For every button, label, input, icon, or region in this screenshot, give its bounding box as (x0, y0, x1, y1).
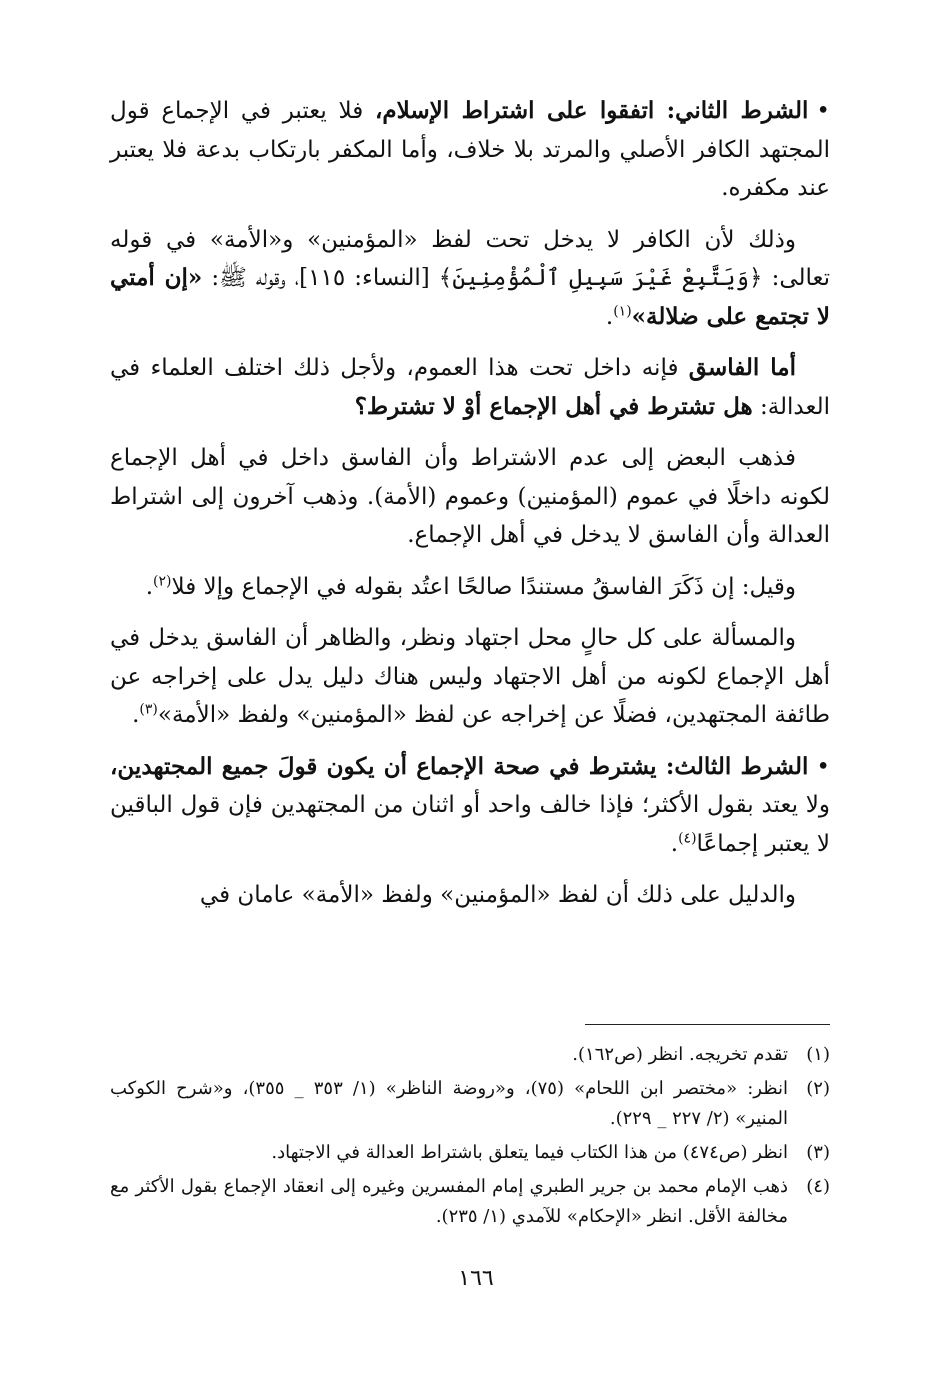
paragraph-conclusion (110, 619, 830, 735)
quran-verse: ﴿وَيَتَّبِعْ غَيْرَ سَبِيلِ ٱلْمُؤْمِنِينَ﴾ (438, 265, 763, 291)
footnote-number: (٢) (806, 1078, 830, 1099)
paragraph-text: فإنه داخل تحت هذا العموم، ولأجل ذلك اختلف العلماء في العدالة: (110, 355, 830, 420)
footnote-item (110, 1138, 830, 1168)
footnote-item (110, 1172, 830, 1232)
footnote-text: انظر: «مختصر ابن اللحام» (٧٥)، و«روضة الناظر» (١/ ٣٥٣ _ ٣٥٥)، و«شرح الكوكب المنير» (٢/ ٢٢٧ _ ٢٢٩). (110, 1078, 788, 1129)
footnote-ref-2: (٢) (153, 572, 172, 589)
paragraph-end: . (605, 303, 614, 330)
paragraph-evidence (110, 876, 830, 915)
heading-condition-two: الشرط الثاني: اتفقوا على اشتراط الإسلام، (374, 97, 809, 124)
paragraph-text: وذلك لأن الكافر لا يدخل تحت لفظ «المؤمنين» و«الأمة» في قوله تعالى: (110, 226, 831, 291)
hadith-quote: «إن أمتي لا تجتمع على ضلالة» (110, 264, 830, 330)
paragraph-opinions (110, 439, 830, 555)
paragraph-text: [النساء: ١١٥]، وقوله ﷺ: (202, 265, 439, 291)
footnotes (110, 1040, 830, 1236)
paragraph-text: فذهب البعض إلى عدم الاشتراط وأن الفاسق داخل في أهل الإجماع لكونه داخلًا في عموم (المؤمنين) وعموم (الأمة). وذهب آخرون إلى اشتراط العدالة وأن الفاسق لا يدخل في أهل الإجماع. (110, 445, 830, 548)
paragraph-third-opinion (110, 568, 830, 607)
footnote-ref-1: (١) (613, 302, 632, 319)
footnote-number: (١) (806, 1044, 830, 1065)
paragraph-end: . (132, 702, 140, 728)
heading-condition-three: الشرط الثالث: يشترط في صحة الإجماع أن يكون قولَ جميع المجتهدين، (110, 752, 809, 780)
paragraph-condition-two (110, 92, 830, 208)
footnote-item (110, 1074, 830, 1134)
paragraph-text: فلا يعتبر في الإجماع قول المجتهد الكافر الأصلي والمرتد بلا خلاف، وأما المكفر بارتكاب بدعة فلا يعتبر عند مكفره. (110, 98, 830, 201)
paragraph-end: . (670, 830, 679, 857)
bullet-icon: • (816, 753, 830, 780)
footnote-text: تقدم تخريجه. انظر (ص١٦٢). (572, 1044, 788, 1065)
paragraph-disbeliever-evidence (110, 221, 830, 337)
footnote-number: (٣) (806, 1142, 830, 1163)
footnote-ref-4: (٤) (678, 829, 697, 846)
footnote-ref-3: (٣) (139, 701, 158, 718)
term-sinner: أما الفاسق (688, 354, 797, 381)
question-justice: هل تشترط في أهل الإجماع أوْ لا تشترط؟ (354, 392, 753, 420)
main-text (110, 92, 830, 928)
paragraph-text: والدليل على ذلك أن لفظ «المؤمنين» ولفظ «الأمة» عامان في (199, 882, 796, 908)
footnote-divider (585, 1024, 830, 1025)
paragraph-text: وقيل: إن ذَكَرَ الفاسقُ مستندًا صالحًا اعتُد بقوله في الإجماع وإلا فلا (171, 573, 796, 600)
paragraph-end: . (145, 573, 154, 600)
page-number: ١٦٦ (458, 1266, 494, 1291)
footnote-item (110, 1040, 830, 1070)
footnote-text: انظر (ص٤٧٤) من هذا الكتاب فيما يتعلق باشتراط العدالة في الاجتهاد. (271, 1142, 788, 1163)
footnote-number: (٤) (806, 1176, 830, 1197)
paragraph-condition-three (110, 748, 830, 864)
footnote-text: ذهب الإمام محمد بن جرير الطبري إمام المفسرين وغيره إلى انعقاد الإجماع بقول الأكثر مع مخالفة الأقل. انظر «الإحكام» للآمدي (١/ ٢٣٥). (110, 1176, 788, 1227)
paragraph-text: والمسألة على كل حالٍ محل اجتهاد ونظر، والظاهر أن الفاسق يدخل في أهل الإجماع لكونه من أهل الاجتهاد وليس هناك دليل يدل على إخراجه عن طائفة المجتهدين، فضلًا عن إخراجه عن لفظ «المؤمنين» ولفظ «الأمة» (110, 625, 830, 728)
paragraph-text: ولا يعتد بقول الأكثر؛ فإذا خالف واحد أو اثنان من المجتهدين فإن قول الباقين لا يعتبر إجماعًا (110, 792, 830, 857)
paragraph-sinner (110, 349, 830, 426)
bullet-icon: • (816, 98, 830, 124)
